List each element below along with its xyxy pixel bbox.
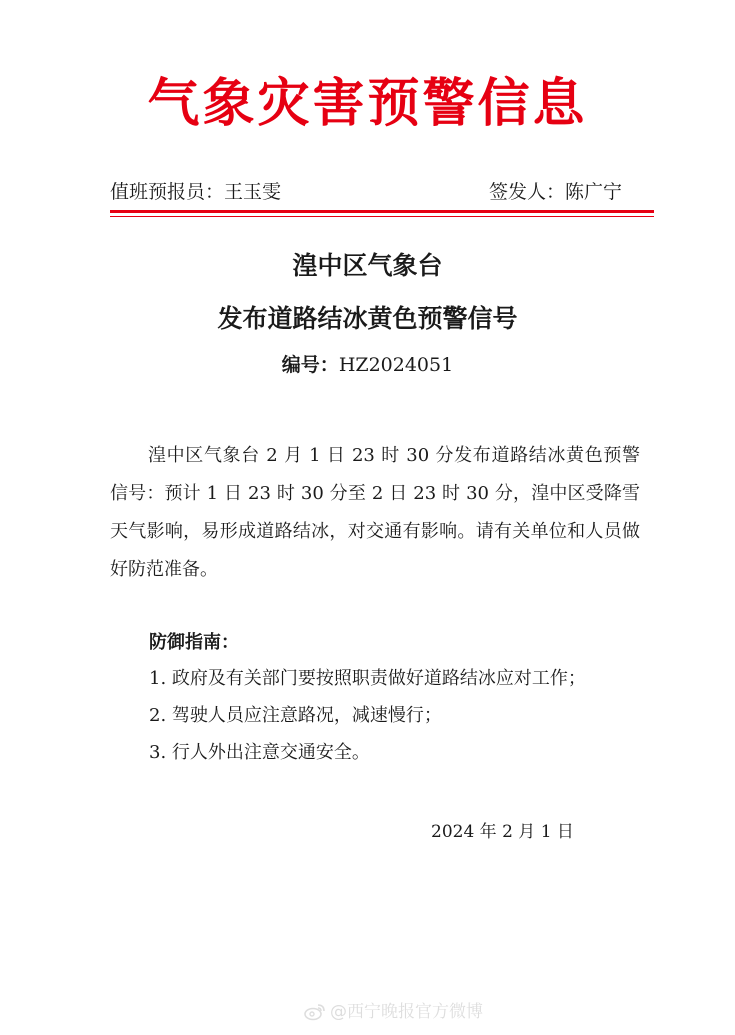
guidance-heading: 防御指南：	[149, 632, 239, 653]
masthead-title: 气象灾害预警信息	[147, 73, 588, 134]
weibo-icon	[304, 1003, 326, 1021]
issuer-field	[489, 183, 622, 202]
serial-label: 编号：	[281, 354, 339, 376]
guidance-item: 1. 政府及有关部门要按照职责做好道路结冰应对工作；	[149, 668, 586, 689]
guidance-item: 3. 行人外出注意交通安全。	[149, 742, 370, 763]
forecaster-name: 王玉雯	[224, 181, 282, 203]
header-meta-row	[110, 183, 622, 202]
issue-date: 2024 年 2 月 1 日	[431, 822, 574, 842]
issuer-name: 陈广宁	[564, 181, 622, 203]
forecaster-label: 值班预报员：	[110, 181, 225, 203]
header-rule-thick	[110, 210, 654, 213]
guidance-item: 2. 驾驶人员应注意路况，减速慢行；	[149, 705, 442, 726]
issuer-label: 签发人：	[488, 181, 565, 203]
watermark	[304, 1003, 483, 1021]
forecaster-field	[110, 183, 281, 202]
notice-title-office: 湟中区气象台	[292, 251, 443, 280]
watermark-text: @西宁晚报官方微博	[330, 1001, 483, 1022]
serial-number	[0, 356, 735, 375]
notice-body: 湟中区气象台 2 月 1 日 23 时 30 分发布道路结冰黄色预警信号：预计 1 日 23 时 30 分至 2 日 23 时 30 分，湟中区受降雪天气影响，易形成道路结冰，对交通有影响。请有关单位和人员做好防范准备。	[110, 445, 640, 580]
guidance-list	[149, 660, 586, 771]
serial-value: HZ2024051	[338, 354, 454, 376]
notice-title-signal: 发布道路结冰黄色预警信号	[217, 304, 518, 333]
header-rule-thin	[110, 216, 654, 217]
